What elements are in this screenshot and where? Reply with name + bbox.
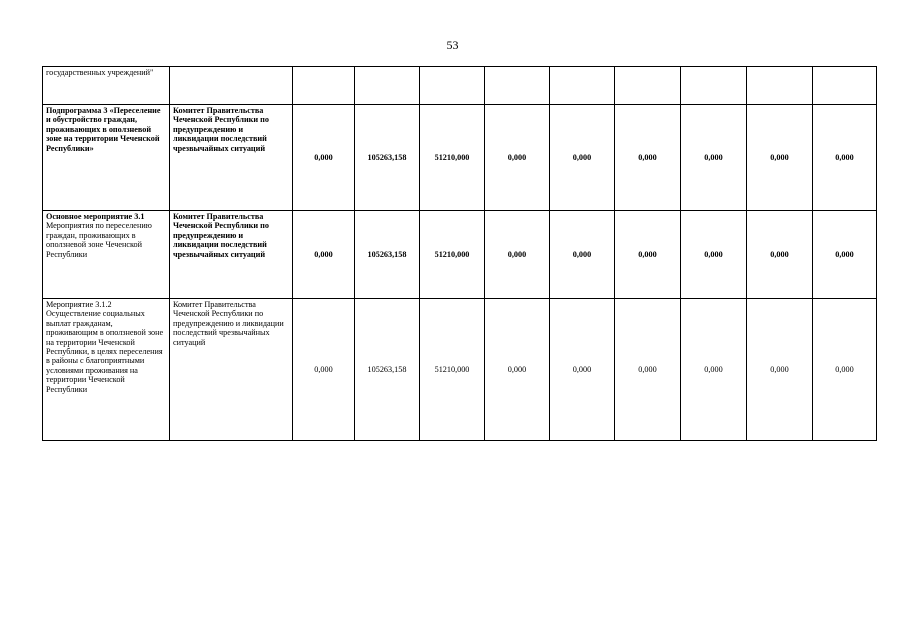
value-cell (355, 67, 420, 105)
program-name-cell: государственных учреждений" (43, 67, 170, 105)
budget-table (42, 66, 877, 441)
value-cell (550, 67, 615, 105)
value-cell: 0,000 (293, 105, 355, 211)
value-cell (485, 67, 550, 105)
value-cell: 0,000 (550, 211, 615, 299)
value-cell: 0,000 (747, 299, 813, 441)
table-row-main-activity (43, 211, 877, 299)
activity-title: Основное мероприятие 3.1 (46, 212, 145, 221)
value-cell (681, 67, 747, 105)
value-cell: 0,000 (485, 105, 550, 211)
value-cell: 51210,000 (420, 299, 485, 441)
page-number: 53 (446, 38, 459, 52)
value-cell: 0,000 (615, 299, 681, 441)
responsible-cell: Комитет Правительства Чеченской Республики по предупреждению и ликвидации последствий чрезвычайных ситуаций (170, 211, 293, 299)
value-cell: 0,000 (813, 299, 877, 441)
value-cell: 0,000 (485, 299, 550, 441)
value-cell (813, 67, 877, 105)
table-row-subprogram (43, 105, 877, 211)
value-cell: 0,000 (293, 211, 355, 299)
value-cell: 0,000 (550, 105, 615, 211)
responsible-cell: Комитет Правительства Чеченской Республики по предупреждению и ликвидации последствий чрезвычайных ситуаций (170, 299, 293, 441)
value-cell: 0,000 (681, 211, 747, 299)
table-row-continuation (43, 67, 877, 105)
program-name-cell: Мероприятие 3.1.2 Осуществление социальных выплат гражданам, проживающим в оползневой зоне на территории Чеченской Республики, в целях переселения в районы с благоприятными условиями проживания на территории Чеченской Республики (43, 299, 170, 441)
value-cell: 51210,000 (420, 105, 485, 211)
activity-description: Мероприятия по переселению граждан, проживающих в оползневой зоне Чеченской Республики (46, 221, 152, 259)
value-cell: 0,000 (681, 105, 747, 211)
value-cell: 0,000 (615, 211, 681, 299)
value-cell: 0,000 (747, 105, 813, 211)
value-cell (615, 67, 681, 105)
value-cell: 51210,000 (420, 211, 485, 299)
responsible-cell: Комитет Правительства Чеченской Республики по предупреждению и ликвидации последствий чрезвычайных ситуаций (170, 105, 293, 211)
value-cell: 0,000 (615, 105, 681, 211)
table-row-activity (43, 299, 877, 441)
value-cell: 0,000 (293, 299, 355, 441)
responsible-cell (170, 67, 293, 105)
value-cell: 105263,158 (355, 105, 420, 211)
value-cell: 0,000 (550, 299, 615, 441)
value-cell (293, 67, 355, 105)
value-cell: 0,000 (747, 211, 813, 299)
program-name-cell (43, 211, 170, 299)
value-cell: 0,000 (485, 211, 550, 299)
value-cell: 0,000 (681, 299, 747, 441)
value-cell: 105263,158 (355, 299, 420, 441)
value-cell: 0,000 (813, 211, 877, 299)
value-cell (747, 67, 813, 105)
value-cell (420, 67, 485, 105)
value-cell: 105263,158 (355, 211, 420, 299)
program-name-cell: Подпрограмма 3 «Переселение и обустройство граждан, проживающих в оползневой зоне на территории Чеченской Республики» (43, 105, 170, 211)
value-cell: 0,000 (813, 105, 877, 211)
